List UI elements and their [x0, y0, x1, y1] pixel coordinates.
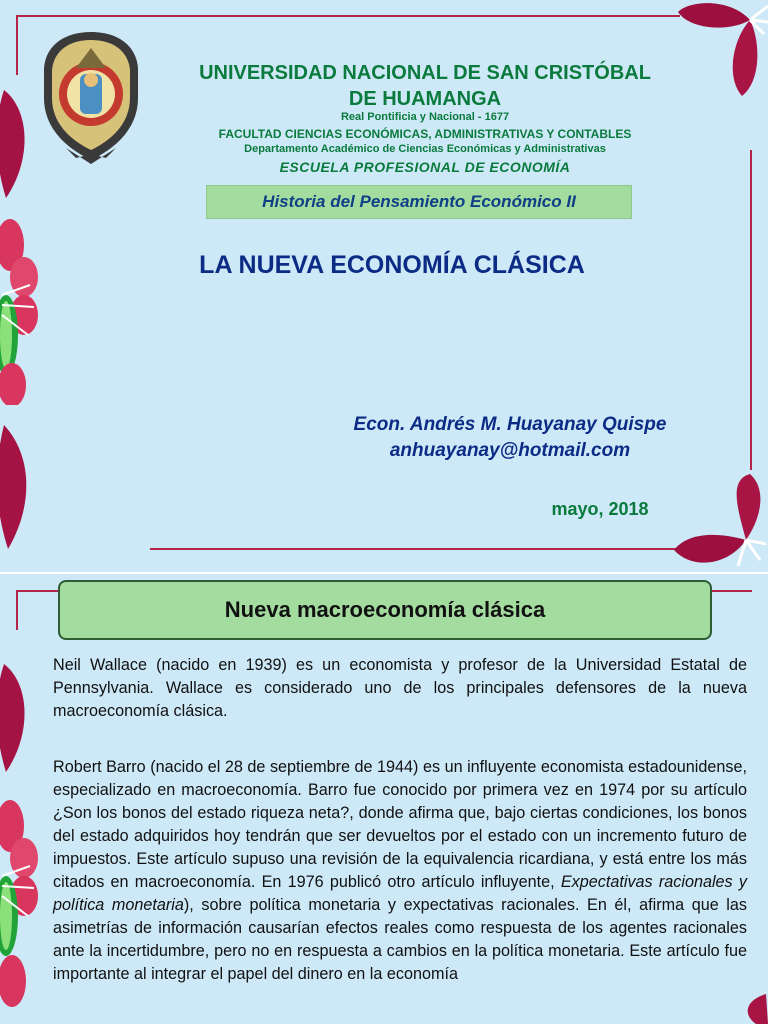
- right-frame-line: [750, 150, 752, 470]
- school-name: ESCUELA PROFESIONAL DE ECONOMÍA: [279, 159, 571, 175]
- paragraph-wallace: Neil Wallace (nacido en 1939) es un economista y profesor de la Universidad Estatal de Pennsylvania. Wallace es considerado uno de los principales defensores de la nueva macroeconomía clásica.: [53, 656, 747, 720]
- bottom-frame-line: [150, 548, 680, 550]
- paragraph-barro: [53, 756, 747, 986]
- article-title: Expectativas racionales y política monetaria: [53, 873, 747, 914]
- faculty-subtitle: FACULTAD CIENCIAS ECONÓMICAS, ADMINISTRATIVAS Y CONTABLES: [218, 127, 632, 141]
- flower-petal-icon: [668, 470, 768, 574]
- flower-petal-icon: [736, 994, 768, 1024]
- author-email: anhuayanay@hotmail.com: [389, 440, 631, 461]
- flower-petal-icon: [0, 90, 32, 200]
- university-name-line2: DE HUAMANGA: [348, 88, 502, 110]
- flower-petal-icon: [670, 0, 768, 100]
- university-name: [160, 60, 690, 112]
- section-title: Nueva macroeconomía clásica: [224, 597, 546, 622]
- flower-petal-icon: [0, 796, 46, 1024]
- paragraph-barro-text2: ), sobre política monetaria y expectativas racionales. En él, afirma que las asimetrías de información causarían efectos reales como respuesta de los agentes racionales ante la incertidumbre, pero no en respuesta a cambios en la política monetaria. Este artículo fue importante al integrar el papel del dinero en la economía: [53, 896, 747, 983]
- author-block: [300, 412, 720, 464]
- course-title: Historia del Pensamiento Económico II: [262, 192, 576, 211]
- university-crest-icon: [36, 28, 146, 168]
- section-header: [58, 580, 712, 640]
- presentation-date: mayo, 2018: [551, 499, 649, 519]
- flower-petal-icon: [0, 425, 34, 550]
- flower-petal-icon: [0, 664, 32, 774]
- left-frame-line: [16, 590, 18, 630]
- flower-petal-icon: [0, 215, 46, 405]
- left-frame-line: [16, 15, 18, 75]
- slide-title: LA NUEVA ECONOMÍA CLÁSICA: [199, 251, 585, 279]
- author-name: Econ. Andrés M. Huayanay Quispe: [353, 414, 667, 435]
- content-slide: [0, 574, 768, 1024]
- founding-subtitle: Real Pontificia y Nacional - 1677: [340, 111, 510, 123]
- department-subtitle: Departamento Académico de Ciencias Económicas y Administrativas: [244, 143, 606, 155]
- paragraph-barro-text1: Robert Barro (nacido el 28 de septiembre de 1944) es un influyente economista estadounidense, especializado en macroeconomía. Barro fue conocido por primera vez en 1974 por su artículo ¿Son los bonos del estado riqueza neta?, donde afirma que, bajo ciertas condiciones, los bonos del estado adquiridos hoy tendrán que ser devueltos por el estado con un incremento futuro de impuestos. Este artículo supuso una revisión de la equivalencia ricardiana, y está entre los más citados en macroeconomía. En 1976 publicó otro artículo influyente,: [53, 758, 747, 891]
- course-banner: [206, 185, 632, 219]
- top-frame-line: [16, 15, 680, 17]
- university-name-line1: UNIVERSIDAD NACIONAL DE SAN CRISTÓBAL: [199, 62, 651, 84]
